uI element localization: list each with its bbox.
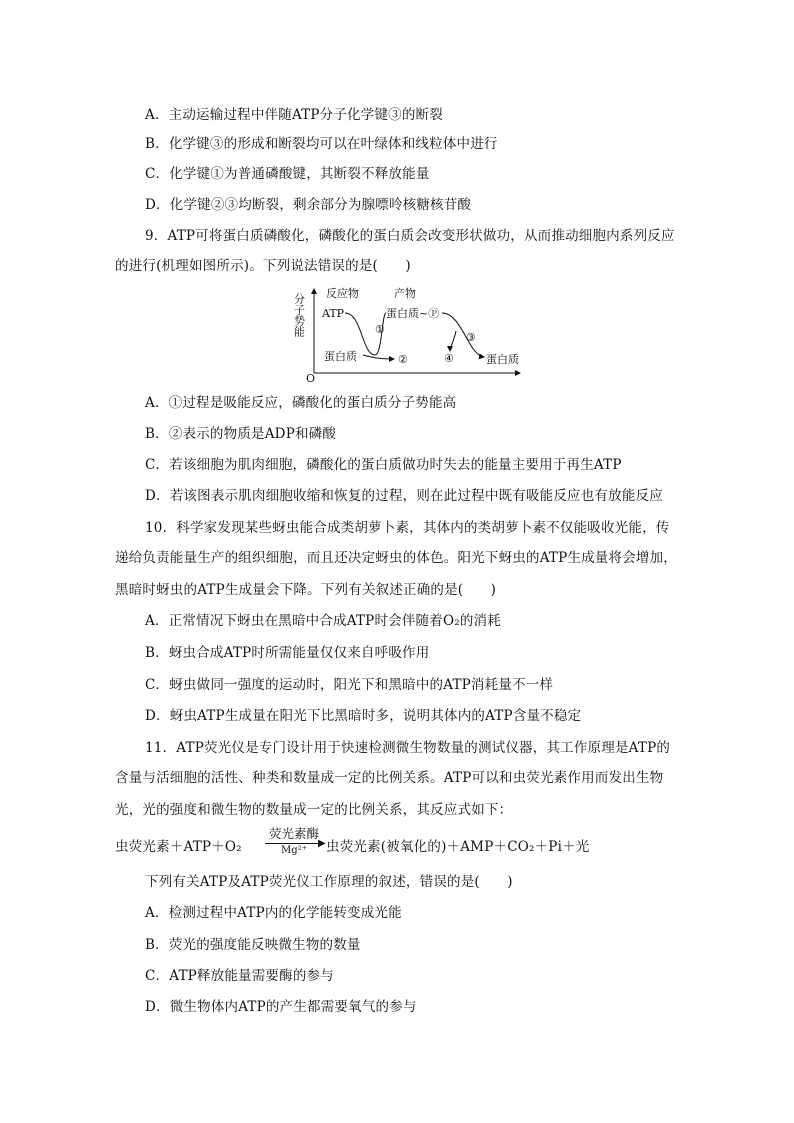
atp-label: ATP (322, 307, 345, 320)
protein-right-label: 蛋白质 (486, 353, 519, 366)
q9-stem-line-1: 9．ATP可将蛋白质磷酸化，磷酸化的蛋白质会改变形状做功，从而推动细胞内系列反应 (145, 228, 675, 244)
product-header: 产物 (394, 287, 416, 300)
reaction-curve-2 (363, 355, 394, 359)
marker-4: ④ (444, 352, 454, 365)
protein-left-label: 蛋白质 (324, 350, 357, 363)
q10-option-d: D．蚜虫ATP生成量在阳光下比黑暗时多，说明其体内的ATP含量不稳定 (145, 708, 582, 724)
marker-3: ③ (466, 331, 476, 344)
q9-stem-line-2: 的进行(机理如图所示)。下列说法错误的是( ) (115, 258, 411, 274)
reactant-header: 反应物 (326, 287, 359, 300)
q8-option-c: C．化学键①为普通磷酸键，其断裂不释放能量 (145, 166, 430, 182)
reaction-curve-3 (442, 313, 484, 357)
q11-stem-line-2: 含量与活细胞的活性、种类和数量成一定的比例关系。ATP可以和虫荧光素作用而发出生物 (115, 770, 664, 786)
arrow-head-icon: ▶ (318, 838, 326, 849)
marker-1: ① (375, 323, 385, 336)
q8-option-b: B．化学键③的形成和断裂均可以在叶绿体和线粒体中进行 (145, 136, 498, 152)
q11-question: 下列有关ATP及ATP荧光仪工作原理的叙述，错误的是( ) (145, 874, 513, 890)
q10-stem-line-2: 递给负责能量生产的组织细胞，而且还决定蚜虫的体色。阳光下蚜虫的ATP生成量将会增加， (115, 550, 677, 566)
q11-option-b: B．荧光的强度能反映微生物的数量 (145, 937, 361, 953)
q10-option-b: B．蚜虫合成ATP时所需能量仅仅来自呼吸作用 (145, 645, 430, 661)
marker-2: ② (398, 353, 408, 366)
y-axis-label: 分子势能 (292, 293, 306, 337)
origin-label: O (306, 372, 316, 385)
q11-equation-left: 虫荧光素＋ATP＋O₂ (115, 839, 242, 855)
q9-option-a: A．①过程是吸能反应，磷酸化的蛋白质分子势能高 (145, 395, 457, 411)
q11-reaction-arrow (263, 826, 325, 862)
q11-option-a: A．检测过程中ATP内的化学能转变成光能 (145, 905, 402, 921)
q10-option-a: A．正常情况下蚜虫在黑暗中合成ATP时会伴随着O₂的消耗 (145, 613, 501, 629)
q10-stem-line-3: 黑暗时蚜虫的ATP生成量会下降。下列有关叙述正确的是( ) (115, 582, 497, 598)
cofactor-label: Mg²⁺ (281, 845, 307, 856)
q11-option-d: D．微生物体内ATP的产生都需要氧气的参与 (145, 999, 417, 1015)
enzyme-label: 荧光素酶 (268, 826, 319, 841)
q10-stem-line-1: 10．科学家发现某些蚜虫能合成类胡萝卜素，其体内的类胡萝卜素不仅能吸收光能，传 (145, 520, 670, 536)
q8-option-a: A．主动运输过程中伴随ATP分子化学键③的断裂 (145, 107, 443, 123)
q11-stem-line-3: 光，光的强度和微生物的数量成一定的比例关系，其反应式如下： (115, 802, 513, 818)
q11-option-c: C．ATP释放能量需要酶的参与 (145, 968, 334, 984)
q10-option-c: C．蚜虫做同一强度的运动时，阳光下和黑暗中的ATP消耗量不一样 (145, 677, 554, 693)
q9-option-b: B．②表示的物质是ADP和磷酸 (145, 426, 337, 442)
q9-option-d: D．若该图表示肌肉细胞收缩和恢复的过程，则在此过程中既有吸能反应也有放能反应 (145, 488, 663, 504)
q9-option-c: C．若该细胞为肌肉细胞，磷酸化的蛋白质做功时失去的能量主要用于再生ATP (145, 457, 622, 473)
reaction-arrow-line (265, 843, 323, 844)
q11-equation-right: 虫荧光素(被氧化的)＋AMP＋CO₂＋Pi＋光 (326, 839, 590, 855)
q9-energy-diagram (292, 285, 525, 385)
reaction-curve-4 (450, 331, 456, 351)
q8-option-d: D．化学键②③均断裂，剩余部分为腺嘌呤核糖核苷酸 (145, 197, 472, 213)
q11-stem-line-1: 11．ATP荧光仪是专门设计用于快速检测微生物数量的测试仪器，其工作原理是ATP的 (145, 740, 671, 756)
phospho-protein-label: 蛋白质~Ⓟ (386, 307, 440, 320)
